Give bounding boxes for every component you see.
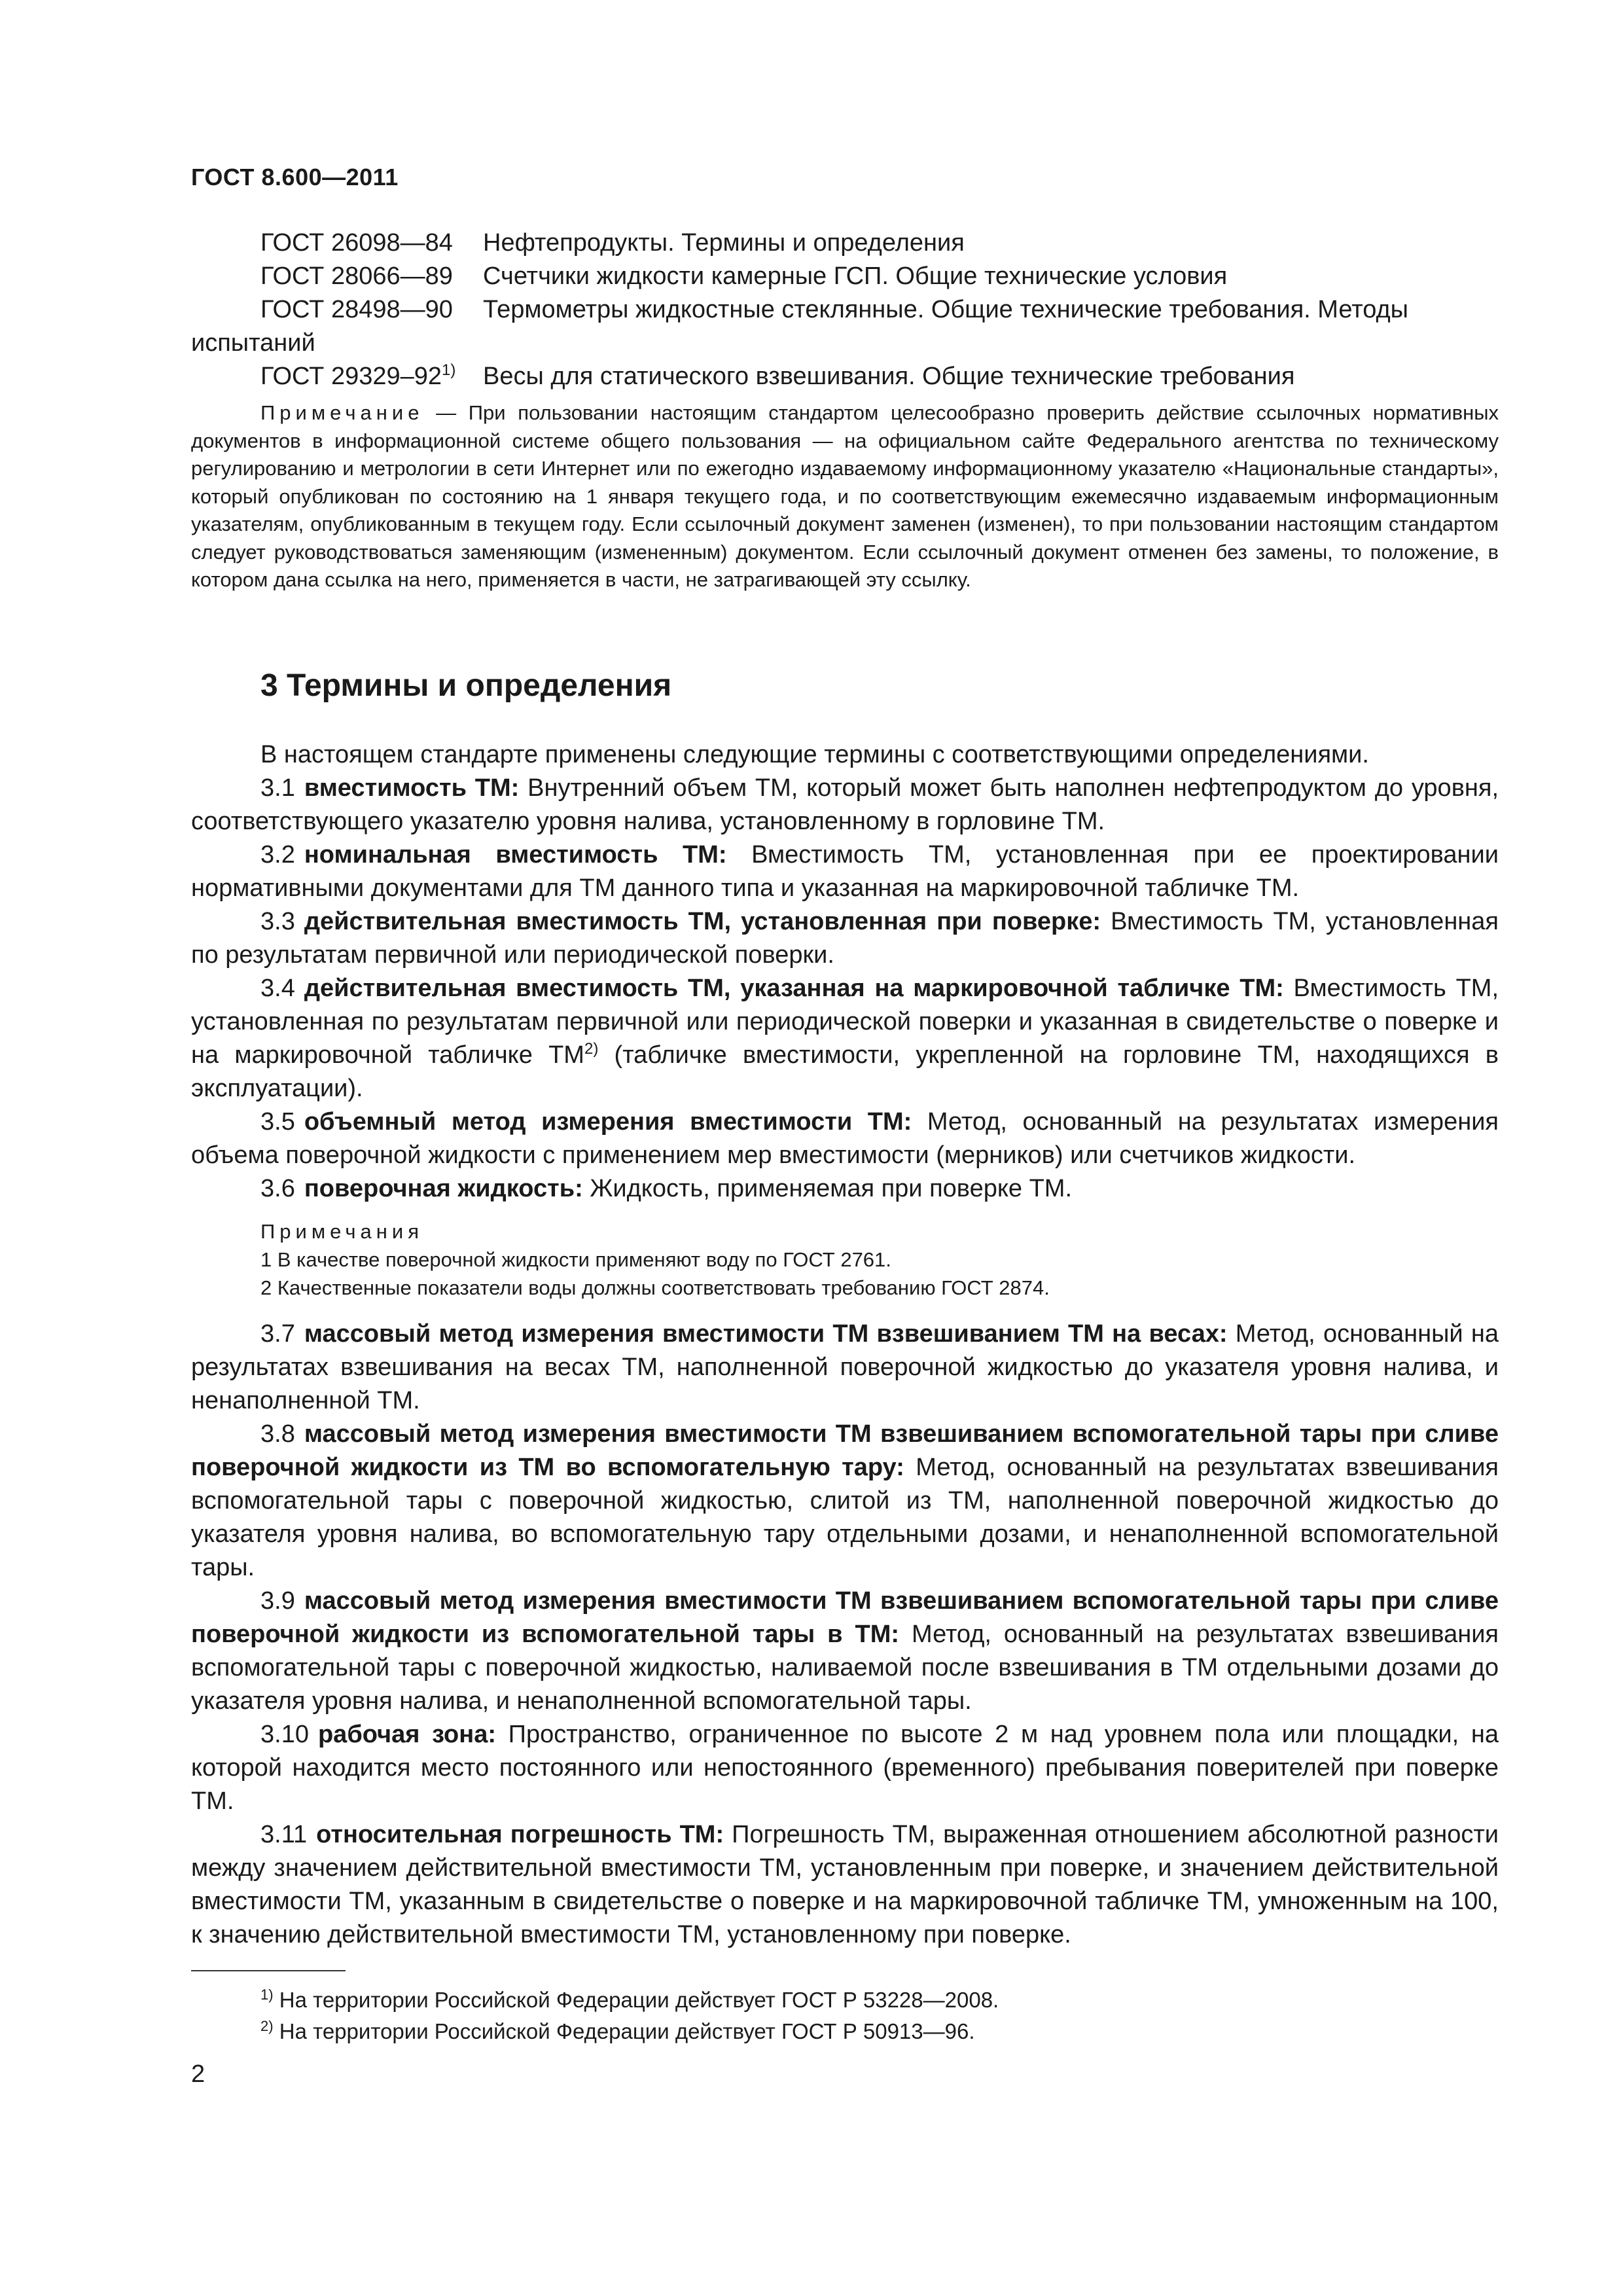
document-page bbox=[191, 0, 1499, 2296]
page-header: ГОСТ 8.600—2011 bbox=[191, 164, 399, 190]
note-item: 1 В качестве поверочной жидкости применяют воду по ГОСТ 2761. bbox=[260, 1248, 891, 1271]
note-text: — При пользовании настоящим стандартом целесообразно проверить действие ссылочных нормативных документов в информационной системе общего пользования — на официальном сайте Федерального агентства по техническому регулированию и метрологии в сети Интернет или по ежегодно издаваемому информационному указателю «Национальные стандарты», который опубликован по состоянию на 1 января текущего года, и по соответствующим ежемесячно издаваемым информационным указателям, опубликованным в текущем году. Если ссылочный документ заменен (изменен), то при пользовании настоящим стандартом следует руководствоваться заменяющим (измененным) документом. Если ссылочный документ отменен без замены, то положение, в котором дана ссылка на него, применяется в части, не затрагивающей эту ссылку. bbox=[191, 401, 1499, 591]
term-item: 3.7 массовый метод измерения вместимости ТМ взвешиванием ТМ на весах: Метод, основанный на результатах взвешивания на весах ТМ, наполненной поверочной жидкостью до указателя уровня налива, и ненаполненной ТМ. bbox=[191, 1320, 1499, 1414]
section-title: 3 Термины и определения bbox=[260, 668, 672, 703]
notes-block bbox=[191, 1217, 1499, 1302]
footnote-item: $^{1)}$ На территории Российской Федерации действует ГОСТ Р 53228—2008. bbox=[260, 1986, 999, 2012]
term-item: 3.10 рабочая зона: Пространство, ограниченное по высоте 2 м над уровнем пола или площадки, на которой находится место постоянного или непостоянного (временного) пребывания поверителей при поверке ТМ. bbox=[191, 1721, 1499, 1815]
reference-item: ГОСТ 28066—89 Счетчики жидкости камерные ГСП. Общие технические условия bbox=[260, 262, 1228, 290]
term-item: 3.2 номинальная вместимость ТМ: Вместимость ТМ, установленная при ее проектировании нормативными документами для ТМ данного типа и указанная на маркировочной табличке ТМ. bbox=[191, 841, 1499, 902]
term-item: 3.4 действительная вместимость ТМ, указанная на маркировочной табличке ТМ: Вместимость ТМ, установленная по результатам первичной или периодической поверки и указанная в свидетельстве о поверке и на маркировочной табличке ТМ$^{2)}$ (табличке вместимости, укрепленной на горловине ТМ, находящихся в эксплуатации). bbox=[191, 975, 1499, 1102]
reference-item: ГОСТ 28498—90 Термометры жидкостные стеклянные. Общие технические требования. Методы испытаний bbox=[191, 296, 1408, 357]
term-item: 3.6 поверочная жидкость: Жидкость, применяемая при поверке ТМ. bbox=[260, 1175, 1072, 1202]
term-item: 3.8 массовый метод измерения вместимости ТМ взвешиванием вспомогательной тары при сливе поверочной жидкости из ТМ во вспомогательную тару: Метод, основанный на результатах взвешивания вспомогательной тары с поверочной жидкостью, слитой из ТМ, наполненной поверочной жидкостью до указателя уровня налива, во вспомогательную тару отдельными дозами, и ненаполненной вспомогательной тары. bbox=[191, 1420, 1499, 1581]
section-body bbox=[191, 738, 1499, 1952]
reference-item: ГОСТ 26098—84 Нефтепродукты. Термины и определения bbox=[260, 229, 965, 257]
reference-list bbox=[191, 226, 1499, 393]
term-item: 3.11 относительная погрешность ТМ: Погрешность ТМ, выраженная отношением абсолютной разности между значением действительной вместимости ТМ, установленным при поверке, и значением действительной вместимости ТМ, указанным в свидетельстве о поверке и на маркировочной табличке ТМ, умноженным на 100, к значению действительной вместимости ТМ, установленному при поверке. bbox=[191, 1821, 1499, 1948]
footnote-ref: 2) bbox=[584, 1040, 599, 1058]
section-intro: В настоящем стандарте применены следующие термины с соответствующими определениями. bbox=[260, 741, 1369, 768]
reference-item: ГОСТ 29329–92$^{1)}$ Весы для статического взвешивания. Общие технические требования bbox=[260, 361, 1295, 390]
page-number: 2 bbox=[191, 2060, 205, 2088]
term-item: 3.9 массовый метод измерения вместимости ТМ взвешиванием вспомогательной тары при сливе поверочной жидкости из вспомогательной тары в ТМ: Метод, основанный на результатах взвешивания вспомогательной тары с поверочной жидкостью, наливаемой после взвешивания в ТМ отдельными дозами до указателя уровня налива, и ненаполненной вспомогательной тары. bbox=[191, 1587, 1499, 1715]
term-item: 3.1 вместимость ТМ: Внутренний объем ТМ, который может быть наполнен нефтепродуктом до уровня, соответствующего указателю уровня налива, установленному в горловине ТМ. bbox=[191, 774, 1499, 835]
term-item: 3.5 объемный метод измерения вместимости ТМ: Метод, основанный на результатах измерения объема поверочной жидкости с применением мер вместимости (мерников) или счетчиков жидкости. bbox=[191, 1108, 1499, 1169]
notes-label: Примечания bbox=[260, 1220, 423, 1243]
term-item: 3.3 действительная вместимость ТМ, установленная при поверке: Вместимость ТМ, установленная по результатам первичной или периодической поверки. bbox=[191, 908, 1499, 969]
note-label: Примечание bbox=[260, 401, 424, 424]
note-item: 2 Качественные показатели воды должны соответствовать требованию ГОСТ 2874. bbox=[260, 1276, 1050, 1299]
note-block bbox=[191, 399, 1499, 594]
footnote-divider bbox=[191, 1970, 346, 1971]
footnote-item: $^{2)}$ На территории Российской Федерации действует ГОСТ Р 50913—96. bbox=[260, 2018, 975, 2043]
footnotes bbox=[191, 1984, 1499, 2047]
